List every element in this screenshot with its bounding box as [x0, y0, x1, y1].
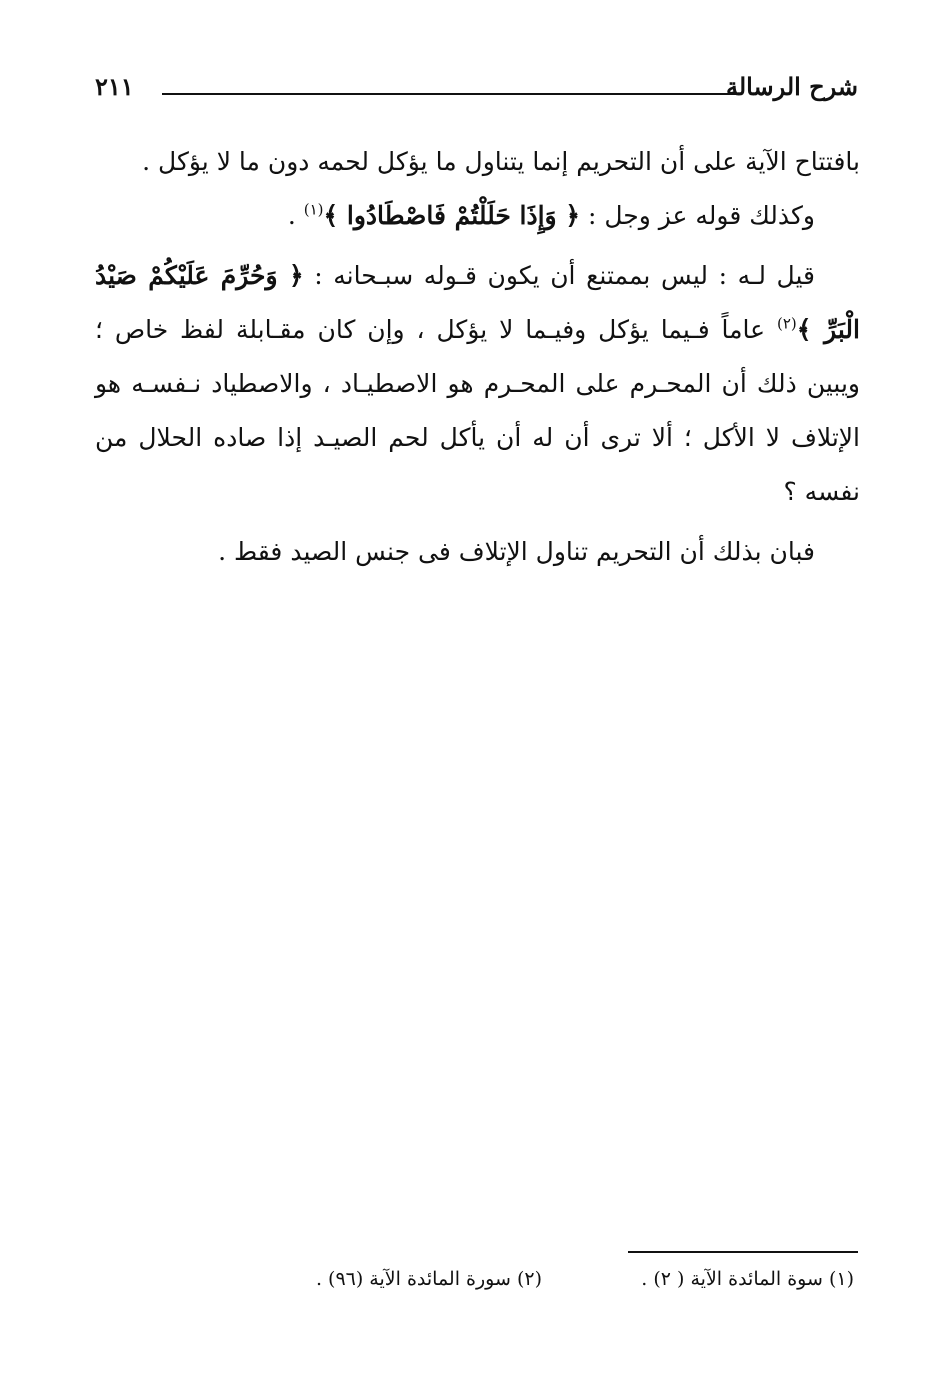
page-number: ٢١١: [95, 72, 134, 101]
paragraph-1: بافتتاح الآية على أن التحريم إنما يتناول ما يؤكل لحمه دون ما لا يؤكل .: [142, 147, 860, 176]
paragraph-3-lead: قيل لـه : ليس بممتنع أن يكون قـوله سبـحانه :: [303, 261, 815, 290]
running-header-title: شرح الرسالة: [725, 72, 858, 101]
quran-quote-2: ﴿ وَحُرِّمَ عَلَيْكُمْ صَيْدُ الْبَرِّ ﴾: [95, 261, 860, 344]
header-rule: [162, 93, 740, 95]
paragraph-4: فبان بذلك أن التحريم تناول الإتلاف فى جنس الصيد فقط .: [218, 537, 815, 566]
paragraph-2: [95, 189, 860, 243]
footnote-ref-1: (١): [303, 200, 324, 219]
main-text: [95, 135, 860, 579]
paragraph-3-rest: عاماً فـيما يؤكل وفيـما لا يؤكل ، وإن كان مقـابلة لفظ خاص ؛ ويبين ذلك أن المحـرم على المحـرم هو الاصطيـاد ، والاصطياد نـفسـه هو الإتلاف لا الأكل ؛ ألا ترى أن له أن يأكل لحم الصيـد إذا صاده الحلال من نفسه ؟: [95, 315, 860, 506]
paragraph-2-lead: وكذلك قوله عز وجل :: [580, 201, 815, 230]
footnote-ref-2: (٢): [777, 314, 797, 333]
footnote-1: (١) سوة المائدة الآية ( ٢) .: [641, 1268, 854, 1290]
footnote-2: (٢) سورة المائدة الآية (٩٦) .: [315, 1268, 542, 1290]
footnote-rule: [628, 1251, 858, 1253]
paragraph-3: [95, 249, 860, 519]
quran-quote-1: ﴿ وَإِذَا حَلَلْتُمْ فَاصْطَادُوا ﴾: [323, 201, 580, 230]
paragraph-2-end: .: [287, 201, 304, 230]
